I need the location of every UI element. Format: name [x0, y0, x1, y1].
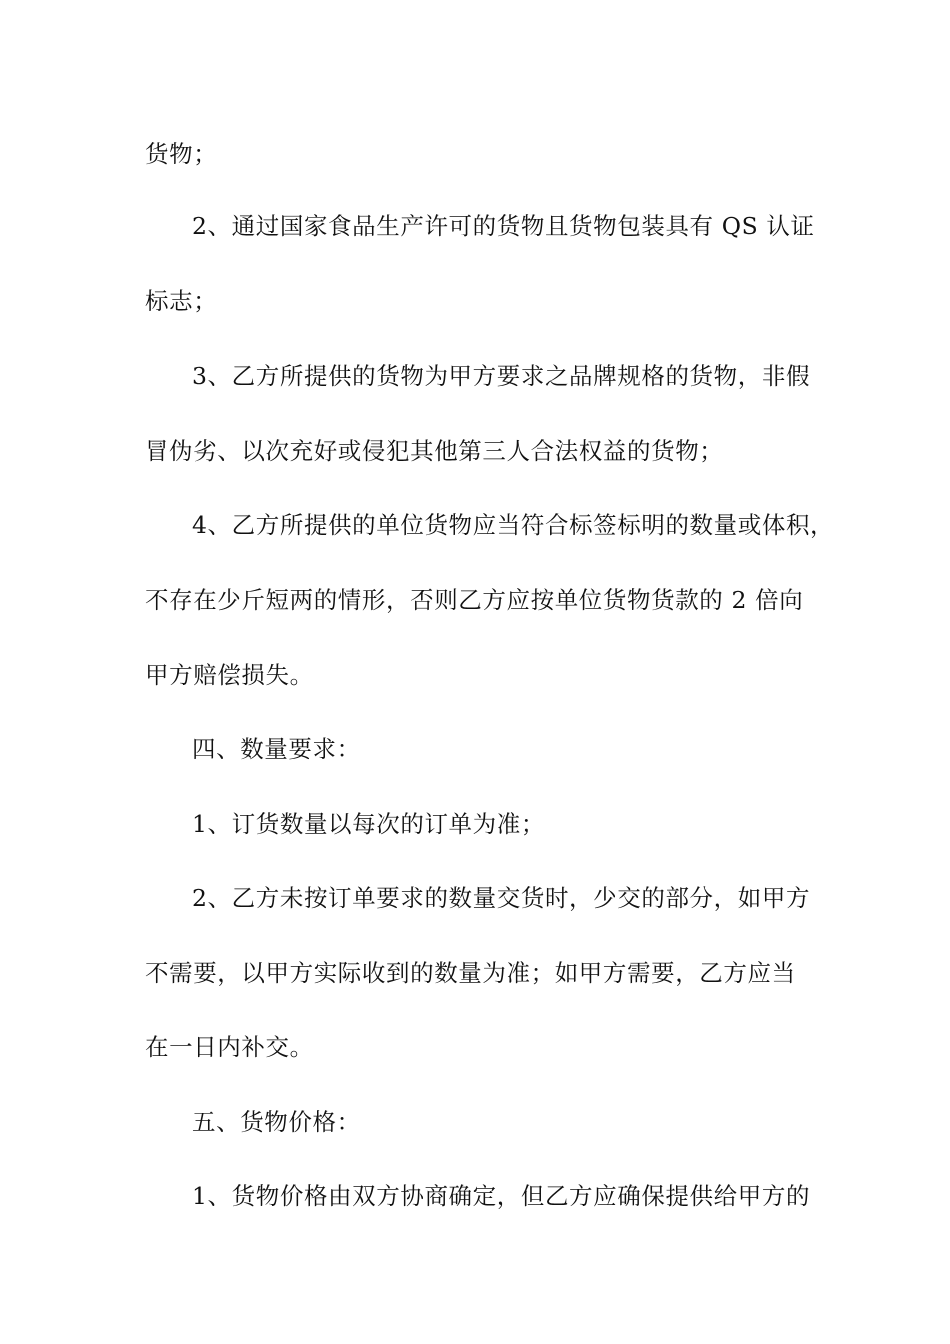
clause-3-item-4-end: 甲方赔偿损失。 — [145, 661, 314, 689]
clause-4-item-2: 2、乙方未按订单要求的数量交货时，少交的部分，如甲方 — [192, 884, 811, 912]
clause-3-item-2: 2、通过国家食品生产许可的货物且货物包装具有 QS 认证 — [192, 212, 815, 240]
clause-5-item-1: 1、货物价格由双方协商确定，但乙方应确保提供给甲方的 — [192, 1182, 811, 1210]
clause-3-item-3-continued: 冒伪劣、以次充好或侵犯其他第三人合法权益的货物； — [145, 437, 724, 465]
text-line-continuation-mark: 标志； — [145, 287, 218, 315]
clause-3-item-4-continued: 不存在少斤短两的情形，否则乙方应按单位货物货款的 2 倍向 — [145, 586, 804, 614]
clause-3-item-4: 4、乙方所提供的单位货物应当符合标签标明的数量或体积， — [192, 511, 835, 539]
clause-4-item-2-end: 在一日内补交。 — [145, 1033, 314, 1061]
text-line-continuation-goods: 货物； — [145, 140, 218, 168]
section-4-heading: 四、数量要求： — [192, 735, 361, 763]
clause-4-item-1: 1、订货数量以每次的订单为准； — [192, 810, 545, 838]
clause-3-item-3: 3、乙方所提供的货物为甲方要求之品牌规格的货物，非假 — [192, 362, 811, 390]
section-5-heading: 五、货物价格： — [192, 1108, 361, 1136]
clause-4-item-2-continued: 不需要，以甲方实际收到的数量为准；如甲方需要，乙方应当 — [145, 959, 796, 987]
